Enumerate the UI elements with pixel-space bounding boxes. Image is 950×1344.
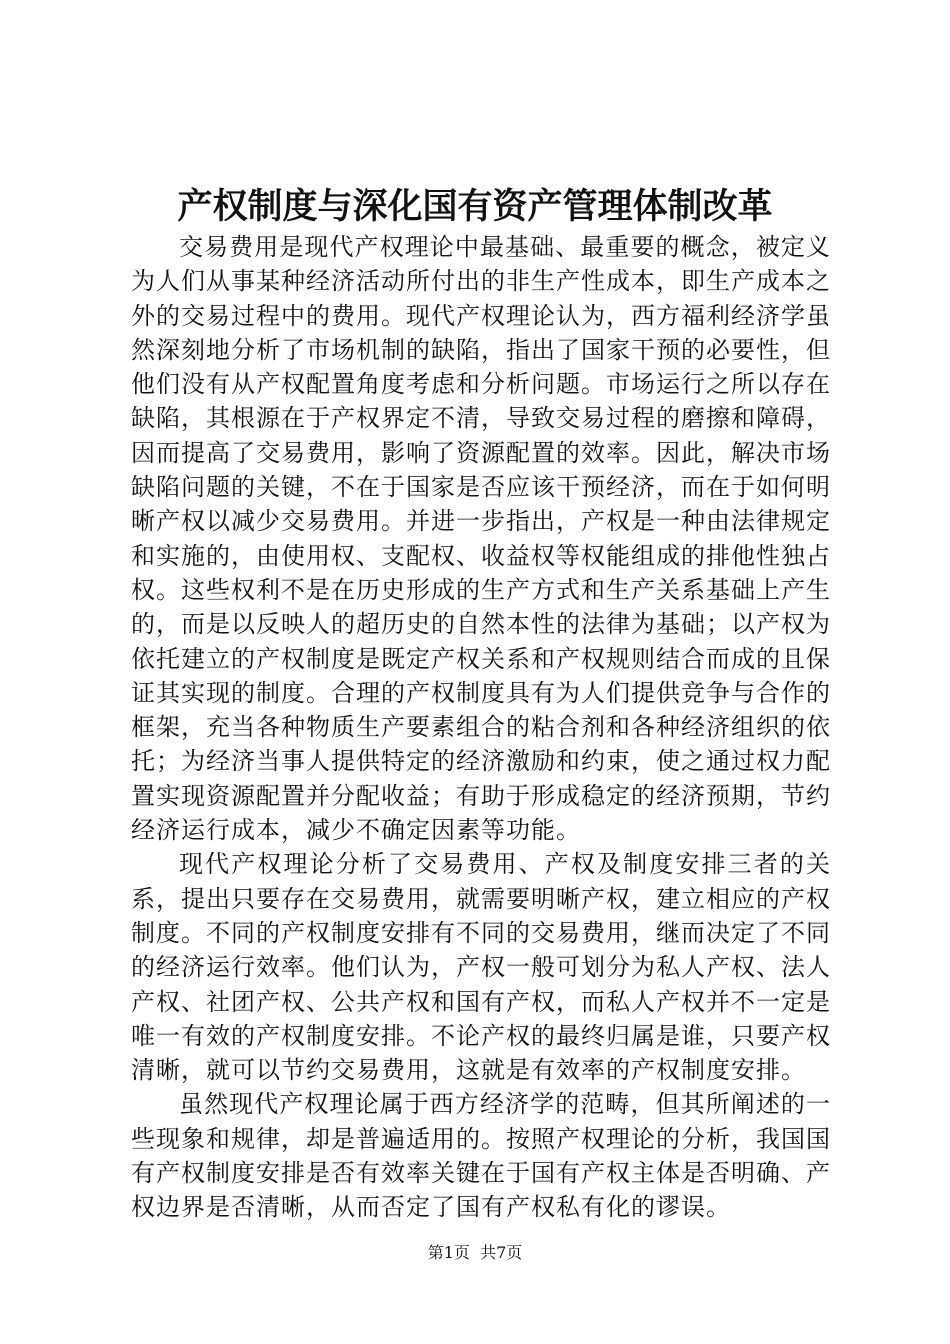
- page-footer: 第1页 共7页: [427, 1243, 523, 1262]
- paragraph-2: 现代产权理论分析了交易费用、产权及制度安排三者的关系，提出只要存在交易费用，就需要明晰产权，建立相应的产权制度。不同的产权制度安排有不同的交易费用，继而决定了不同的经济运行效率。他们认为，产权一般可划分为私人产权、法人产权、社团产权、公共产权和国有产权，而私人产权并不一定是唯一有效的产权制度安排。不论产权的最终归属是谁，只要产权清晰，就可以节约交易费用，这就是有效率的产权制度安排。: [131, 850, 831, 1085]
- document-title: 产权制度与深化国有资产管理体制改革: [177, 186, 773, 227]
- paragraph-1: 交易费用是现代产权理论中最基础、最重要的概念，被定义为人们从事某种经济活动所付出的非生产性成本，即生产成本之外的交易过程中的费用。现代产权理论认为，西方福利经济学虽然深刻地分析了市场机制的缺陷，指出了国家干预的必要性，但他们没有从产权配置角度考虑和分析问题。市场运行之所以存在缺陷，其根源在于产权界定不清，导致交易过程的磨擦和障碍，因而提高了交易费用，影响了资源配置的效率。因此，解决市场缺陷问题的关键，不在于国家是否应该干预经济，而在于如何明晰产权以减少交易费用。并进一步指出，产权是一种由法律规定和实施的，由使用权、支配权、收益权等权能组成的排他性独占权。这些权利不是在历史形成的生产方式和生产关系基础上产生的，而是以反映人的超历史的自然本性的法律为基础；以产权为依托建立的产权制度是既定产权关系和产权规则结合而成的且保证其实现的制度。合理的产权制度具有为人们提供竞争与合作的框架，充当各种物质生产要素组合的粘合剂和各种经济组织的依托；为经济当事人提供特定的经济激励和约束，使之通过权力配置实现资源配置并分配收益；有助于形成稳定的经济预期，节约经济运行成本，减少不确定因素等功能。: [131, 233, 831, 845]
- paragraph-3: 虽然现代产权理论属于西方经济学的范畴，但其所阐述的一些现象和规律，却是普遍适用的。按照产权理论的分析，我国国有产权制度安排是否有效率关键在于国有产权主体是否明确、产权边界是否清晰，从而否定了国有产权私有化的谬误。: [131, 1090, 831, 1222]
- document-body: [131, 230, 831, 1225]
